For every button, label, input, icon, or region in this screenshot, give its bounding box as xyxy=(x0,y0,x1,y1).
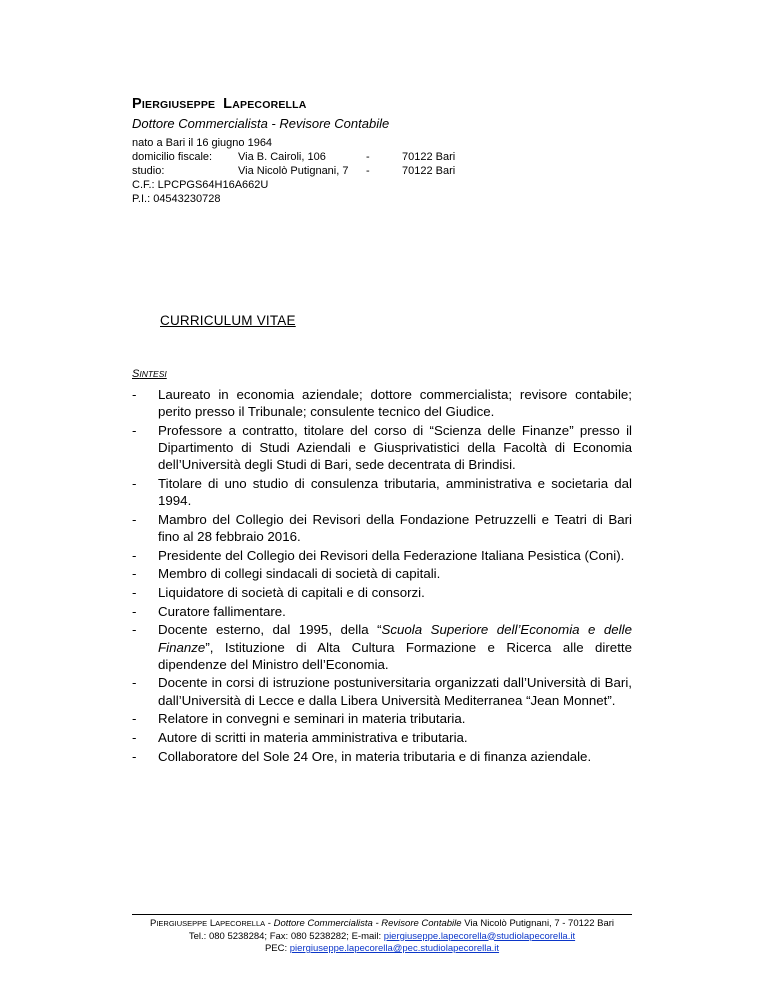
list-item xyxy=(132,511,632,546)
section-label-sintesi xyxy=(132,368,167,380)
domicile-dash: - xyxy=(366,151,370,163)
domicile-label: domicilio fiscale: xyxy=(132,151,213,163)
list-item xyxy=(132,422,632,474)
footer-line-2 xyxy=(132,931,632,944)
list-item xyxy=(132,565,632,582)
domicile-city: 70122 Bari xyxy=(402,151,456,163)
list-item xyxy=(132,584,632,601)
bullet-dash: - xyxy=(132,422,137,438)
domicile-address: Via B. Cairoli, 106 xyxy=(238,151,326,163)
bullet-text: Autore di scritti in materia amministrativa e tributaria. xyxy=(158,729,468,745)
footer-surname-initial: L xyxy=(209,918,216,929)
bullet-text: Professore a contratto, titolare del corso di “Scienza delle Finanze” presso il Dipartimento di Studi Aziendali e Giusprivatistici della Facoltà di Economia dell’Università degli Studi di Bari, sede decentrata di Brindisi. xyxy=(158,422,632,473)
studio-address: Via Nicolò Putignani, 7 xyxy=(238,165,349,177)
list-item xyxy=(132,710,632,727)
bullet-text: Laureato in economia aziendale; dottore commercialista; revisore contabile; perito presso il Tribunale; consulente tecnico del Giudice. xyxy=(158,387,632,420)
bullet-dash: - xyxy=(132,675,137,691)
vat-number xyxy=(132,192,221,206)
professional-role: Dottore Commercialista - Revisore Contabile xyxy=(132,116,390,131)
bullet-text: Membro di collegi sindacali di società di capitali. xyxy=(158,566,441,582)
footer-contacts: Tel.: 080 5238284; Fax: 080 5238282; E-mail: xyxy=(188,930,382,942)
bullet-dash: - xyxy=(132,476,137,492)
bullet-text: Relatore in convegni e seminari in materia tributaria. xyxy=(158,711,466,727)
bullet-dash: - xyxy=(132,387,137,402)
bullet-dash: - xyxy=(132,603,137,619)
studio-dash: - xyxy=(366,165,370,177)
bullet-text: Docente in corsi di istruzione postuniversitaria organizzati dall’Università di Bari, dall’Università di Lecce e dalla Libera Università Mediterranea “Jean Monnet”. xyxy=(158,675,632,708)
footer-name-initial: P xyxy=(149,918,157,929)
list-item xyxy=(132,621,632,673)
birth-info xyxy=(132,136,272,150)
vat-number-text: P.I.: 04543230728 xyxy=(132,193,221,205)
section-initial: S xyxy=(132,368,140,380)
fiscal-code xyxy=(132,178,268,192)
bullet-dash: - xyxy=(132,511,137,527)
surname: APECORELLA xyxy=(232,99,307,111)
bullet-dash: - xyxy=(132,711,137,727)
footer-role: Dottore Commercialista - Revisore Contabile xyxy=(273,918,462,929)
bullet-text: Docente esterno, dal 1995, della “ xyxy=(158,622,382,638)
bullet-text: ”, Istituzione di Alta Cultura Formazione e Ricerca alle dirette dipendenze del Ministro dell’Economia. xyxy=(158,639,632,672)
section-rest: INTESI xyxy=(139,369,167,379)
studio-city: 70122 Bari xyxy=(402,165,456,177)
footer-surname: APECORELLA xyxy=(215,919,266,928)
studio-row xyxy=(132,164,532,178)
list-item xyxy=(132,386,632,421)
list-item xyxy=(132,603,632,620)
birth-text: nato a Bari il 16 giugno 1964 xyxy=(132,137,273,149)
footer-line-3 xyxy=(132,943,632,956)
surname-initial: L xyxy=(223,96,233,112)
pec-label: PEC: xyxy=(264,943,288,954)
first-name: IERGIUSEPPE xyxy=(141,99,216,111)
list-item xyxy=(132,729,632,746)
list-item xyxy=(132,547,632,564)
bullet-dash: - xyxy=(132,547,137,563)
fiscal-code-text: C.F.: LPCPGS64H16A662U xyxy=(132,179,269,191)
bullet-text: Presidente del Collegio dei Revisori della Federazione Italiana Pesistica (Coni). xyxy=(158,547,625,563)
bullet-italic-text: Scuola Superiore dell’Economia e delle Finanze xyxy=(158,622,632,655)
list-item xyxy=(132,748,632,765)
bullet-text: Mambro del Collegio dei Revisori della Fondazione Petruzzelli e Teatri di Bari fino al 28 febbraio 2016. xyxy=(158,511,632,545)
bullet-text: Curatore fallimentare. xyxy=(158,603,286,619)
bullet-text: Collaboratore del Sole 24 Ore, in materia tributaria e di finanza aziendale. xyxy=(158,748,592,764)
footer-address: Via Nicolò Putignani, 7 - 70122 Bari xyxy=(464,918,615,929)
bullet-dash: - xyxy=(132,748,137,764)
person-name xyxy=(132,96,307,112)
email-link[interactable]: piergiuseppe.lapecorella@studiolapecorella.it xyxy=(383,930,576,942)
name-initial: P xyxy=(132,96,142,112)
footer-first-name: IERGIUSEPPE xyxy=(156,919,208,928)
bullet-dash: - xyxy=(132,585,137,601)
studio-label: studio: xyxy=(132,165,165,177)
domicile-row xyxy=(132,150,532,164)
footer-line-1 xyxy=(132,918,632,931)
list-item xyxy=(132,475,632,510)
list-item xyxy=(132,674,632,709)
footer xyxy=(132,918,632,956)
cv-title: CURRICULUM VITAE xyxy=(160,313,296,328)
bullet-dash: - xyxy=(132,729,137,745)
summary-list xyxy=(132,386,632,766)
footer-divider xyxy=(132,914,632,915)
bullet-dash: - xyxy=(132,566,137,582)
bullet-dash: - xyxy=(132,622,137,638)
bullet-text: Liquidatore di società di capitali e di consorzi. xyxy=(158,585,425,601)
pec-link[interactable]: piergiuseppe.lapecorella@pec.studiolapecorella.it xyxy=(289,943,500,954)
footer-separator: - xyxy=(267,918,271,929)
bullet-text: Titolare di uno studio di consulenza tributaria, amministrativa e societaria dal 1994. xyxy=(158,476,632,509)
